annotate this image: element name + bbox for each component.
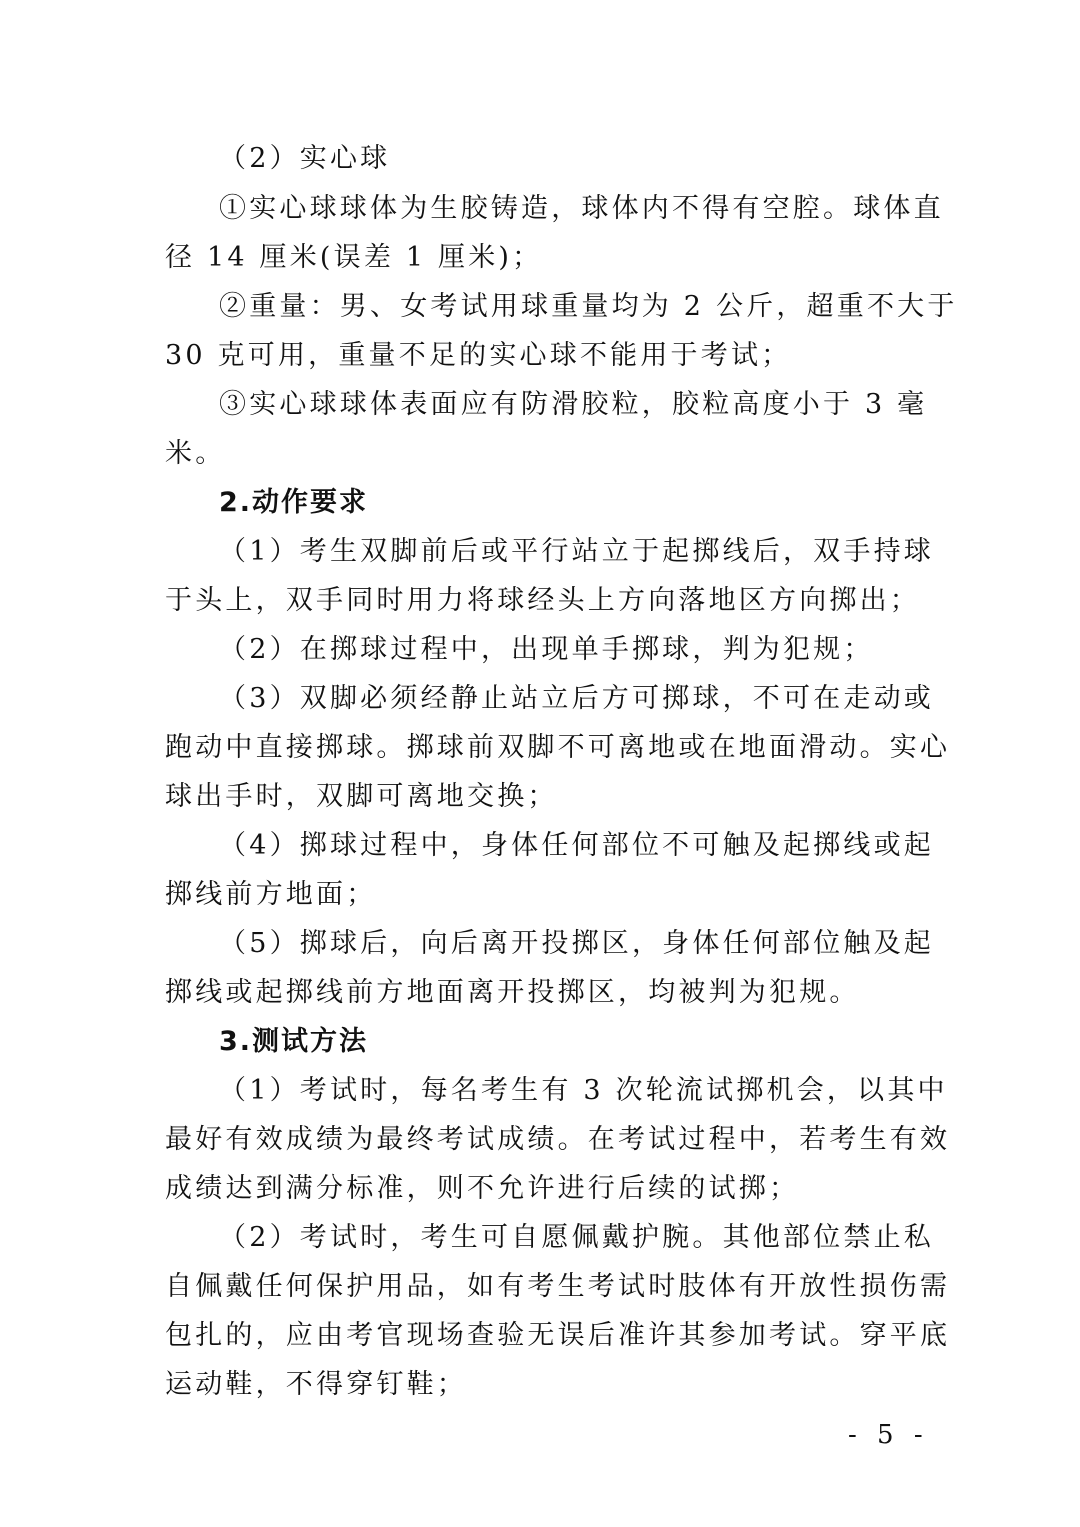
text-line: 成绩达到满分标准，则不允许进行后续的试掷； (165, 1173, 800, 1204)
text-line: 自佩戴任何保护用品，如有考生考试时肢体有开放性损伤需 (165, 1271, 951, 1302)
text-line: 最好有效成绩为最终考试成绩。在考试过程中，若考生有效 (165, 1124, 951, 1155)
text-line: （5）掷球后，向后离开投掷区，身体任何部位触及起 (219, 928, 934, 959)
text-line: 径 14 厘米(误差 1 厘米)； (165, 242, 543, 273)
text-line: （3）双脚必须经静止站立后方可掷球，不可在走动或 (219, 683, 934, 714)
text-line: 球出手时，双脚可离地交换； (165, 781, 558, 812)
text-line: ②重量：男、女考试用球重量均为 2 公斤，超重不大于 (219, 291, 958, 322)
text-line: 掷线或起掷线前方地面离开投掷区，均被判为犯规。 (165, 977, 860, 1008)
text-line: 米。 (165, 438, 226, 469)
text-line: 运动鞋，不得穿钉鞋； (165, 1369, 467, 1400)
text-line: 于头上，双手同时用力将球经头上方向落地区方向掷出； (165, 585, 920, 616)
text-line: （2）在掷球过程中，出现单手掷球，判为犯规； (219, 634, 874, 665)
text-line: ③实心球球体表面应有防滑胶粒，胶粒高度小于 3 毫 (219, 389, 928, 420)
text-line: （1）考生双脚前后或平行站立于起掷线后，双手持球 (219, 536, 934, 567)
text-line: 掷线前方地面； (165, 879, 377, 910)
section-heading: 3.测试方法 (219, 1026, 369, 1057)
text-line: （1）考试时，每名考生有 3 次轮流试掷机会，以其中 (219, 1075, 948, 1106)
text-line: ①实心球球体为生胶铸造，球体内不得有空腔。球体直 (219, 193, 944, 224)
text-line: 30 克可用，重量不足的实心球不能用于考试； (165, 340, 792, 371)
page-number: - 5 - (848, 1420, 929, 1450)
section-heading: 2.动作要求 (219, 487, 369, 518)
text-line: 跑动中直接掷球。掷球前双脚不可离地或在地面滑动。实心 (165, 732, 951, 763)
text-line: （2）考试时，考生可自愿佩戴护腕。其他部位禁止私 (219, 1222, 934, 1253)
text-line: （2）实心球 (219, 143, 391, 174)
text-line: 包扎的，应由考官现场查验无误后准许其参加考试。穿平底 (165, 1320, 951, 1351)
text-line: （4）掷球过程中，身体任何部位不可触及起掷线或起 (219, 830, 934, 861)
